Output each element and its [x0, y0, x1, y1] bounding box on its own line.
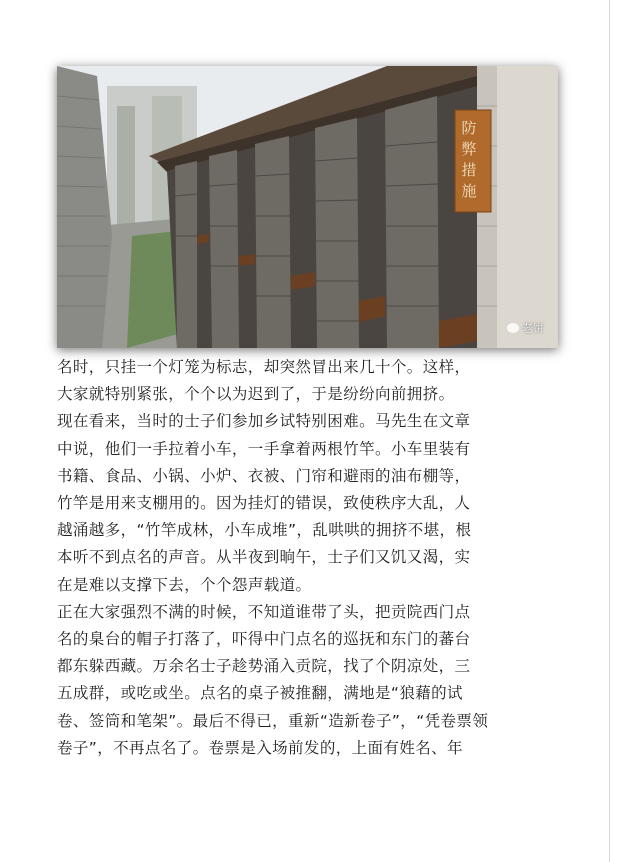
body-line: 五成群，或吃或坐。点名的桌子被推翻，满地是“狼藉的试: [57, 684, 463, 703]
watermark: [507, 320, 544, 336]
body-line: 中说，他们一手拉着小车，一手拿着两根竹竿。小车里装有: [57, 439, 471, 458]
body-line: 正在大家强烈不满的时候，不知道谁带了头，把贡院西门点: [57, 602, 471, 621]
sign-text: 防弊措施: [461, 119, 477, 200]
body-line: 现在看来，当时的士子们参加乡试特别困难。马先生在文章: [57, 412, 471, 431]
wechat-icon: [507, 323, 519, 333]
body-line: 名的臬台的帽子打落了，吓得中门点名的巡抚和东门的蕃台: [57, 630, 471, 649]
body-line: 卷子”，不再点名了。卷票是入场前发的，上面有姓名、年: [57, 738, 463, 757]
body-line: 在是难以支撑下去，个个怨声载道。: [57, 575, 312, 594]
article-body: [57, 354, 557, 762]
body-line: 竹竿是用来支棚用的。因为挂灯的错误，致使秩序大乱，人: [57, 494, 471, 513]
body-line: 卷、签筒和笔架”。最后不得已，重新“造新卷子”，“凭卷票领: [57, 711, 489, 730]
body-line: 本听不到点名的声音。从半夜到晌午，士子们又饥又渴，实: [57, 548, 471, 567]
body-line: 书籍、食品、小锅、小炉、衣被、门帘和避雨的油布棚等，: [57, 466, 471, 485]
body-line: 名时，只挂一个灯笼为标志，却突然冒出来几十个。这样，: [57, 358, 471, 376]
exam-cells-photo: [57, 66, 558, 348]
body-line: 都东躲西藏。万余名士子趁势涌入贡院，找了个阴凉处，三: [57, 657, 471, 676]
watermark-text: 老饼: [522, 322, 544, 335]
body-line: 越涌越多，“竹竿成林，小车成堆”，乱哄哄的拥挤不堪，根: [57, 521, 472, 540]
body-line: 大家就特别紧张，个个以为迟到了，于是纷纷向前拥挤。: [57, 385, 455, 404]
